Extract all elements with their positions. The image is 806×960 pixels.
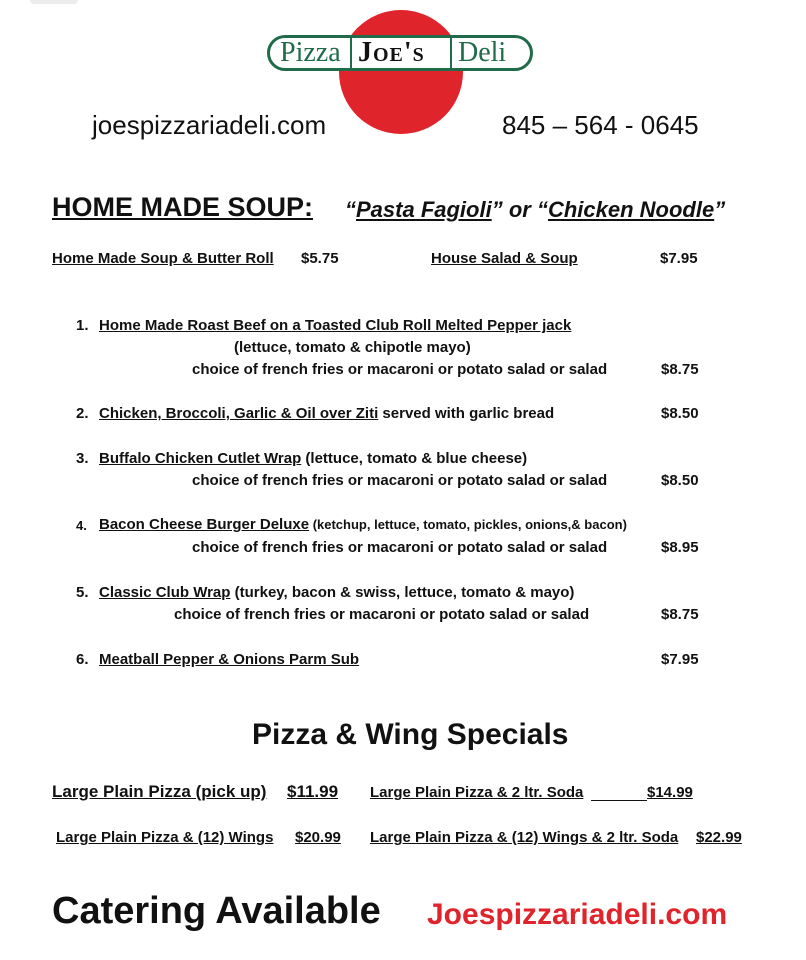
item-title: Meatball Pepper & Onions Parm Sub: [99, 651, 360, 668]
soup-option-2: Chicken Noodle: [547, 197, 715, 222]
logo-word-joes: Joe's: [358, 37, 425, 68]
item-title: Classic Club Wrap: [99, 584, 231, 601]
item-extra: (lettuce, tomato & blue cheese): [301, 450, 528, 467]
item-number: 2.: [76, 405, 89, 422]
item-title: Bacon Cheese Burger Deluxe: [99, 516, 310, 533]
special-1-price: $11.99: [287, 782, 339, 801]
item-number: 1.: [76, 317, 89, 334]
logo-circle: [339, 10, 463, 134]
item-number: 5.: [76, 584, 89, 601]
soup-combo-1-label: Home Made Soup & Butter Roll: [52, 250, 274, 267]
catering-website: Joespizzariadeli.com: [427, 898, 728, 931]
soup-heading: HOME MADE SOUP:: [52, 192, 314, 222]
logo-word-deli: Deli: [458, 37, 507, 68]
soup-combo-2-price: $7.95: [660, 250, 698, 267]
item-extra: (turkey, bacon & swiss, lettuce, tomato & mayo): [230, 584, 575, 601]
item-extra: (ketchup, lettuce, tomato, pickles, onions,& bacon): [309, 517, 627, 532]
item-price: $8.75: [661, 361, 699, 378]
soup-combo-1-price: $5.75: [301, 250, 339, 267]
phone-number: 845 – 564 - 0645: [502, 110, 699, 140]
special-4-price: $22.99: [696, 829, 742, 846]
special-2-leader: [591, 784, 647, 801]
top-corner-artifact: [30, 0, 78, 4]
item-choice: choice of french fries or macaroni or potato salad or salad: [174, 606, 590, 623]
special-1-label: Large Plain Pizza (pick up): [52, 782, 267, 801]
logo-band: [267, 35, 533, 71]
special-3-price: $20.99: [295, 829, 341, 846]
item-price: $8.95: [661, 539, 699, 556]
soup-option-1: Pasta Fagioli: [356, 197, 492, 222]
item-price: $8.75: [661, 606, 699, 623]
soup-options: “Pasta Fagioli” or “Chicken Noodle”: [345, 197, 726, 222]
item-title: Buffalo Chicken Cutlet Wrap: [99, 450, 302, 467]
soup-combo-2-label: House Salad & Soup: [431, 250, 578, 267]
item-choice: choice of french fries or macaroni or potato salad or salad: [192, 361, 608, 378]
logo-word-pizza: Pizza: [280, 37, 341, 68]
item-number: 6.: [76, 651, 89, 668]
pizza-specials-heading: Pizza & Wing Specials: [252, 718, 569, 751]
special-2-label: Large Plain Pizza & 2 ltr. Soda: [370, 784, 584, 801]
item-number: 4.: [76, 518, 87, 533]
item-number: 3.: [76, 450, 89, 467]
item-title: Chicken, Broccoli, Garlic & Oil over Ziti: [99, 405, 379, 422]
special-4-label: Large Plain Pizza & (12) Wings & 2 ltr. Soda: [370, 829, 679, 846]
website-text: joespizzariadeli.com: [92, 110, 327, 140]
item-choice: choice of french fries or macaroni or potato salad or salad: [192, 472, 608, 489]
item-price: $8.50: [661, 472, 699, 489]
item-price: $7.95: [661, 651, 699, 668]
item-price: $8.50: [661, 405, 699, 422]
special-2-price: $14.99: [647, 784, 693, 801]
special-3-label: Large Plain Pizza & (12) Wings: [56, 829, 274, 846]
item-choice: choice of french fries or macaroni or potato salad or salad: [192, 539, 608, 556]
catering-text: Catering Available: [52, 890, 381, 932]
item-description: (lettuce, tomato & chipotle mayo): [234, 339, 471, 356]
item-title: Home Made Roast Beef on a Toasted Club Roll Melted Pepper jack: [99, 317, 572, 334]
item-extra: served with garlic bread: [378, 405, 555, 422]
